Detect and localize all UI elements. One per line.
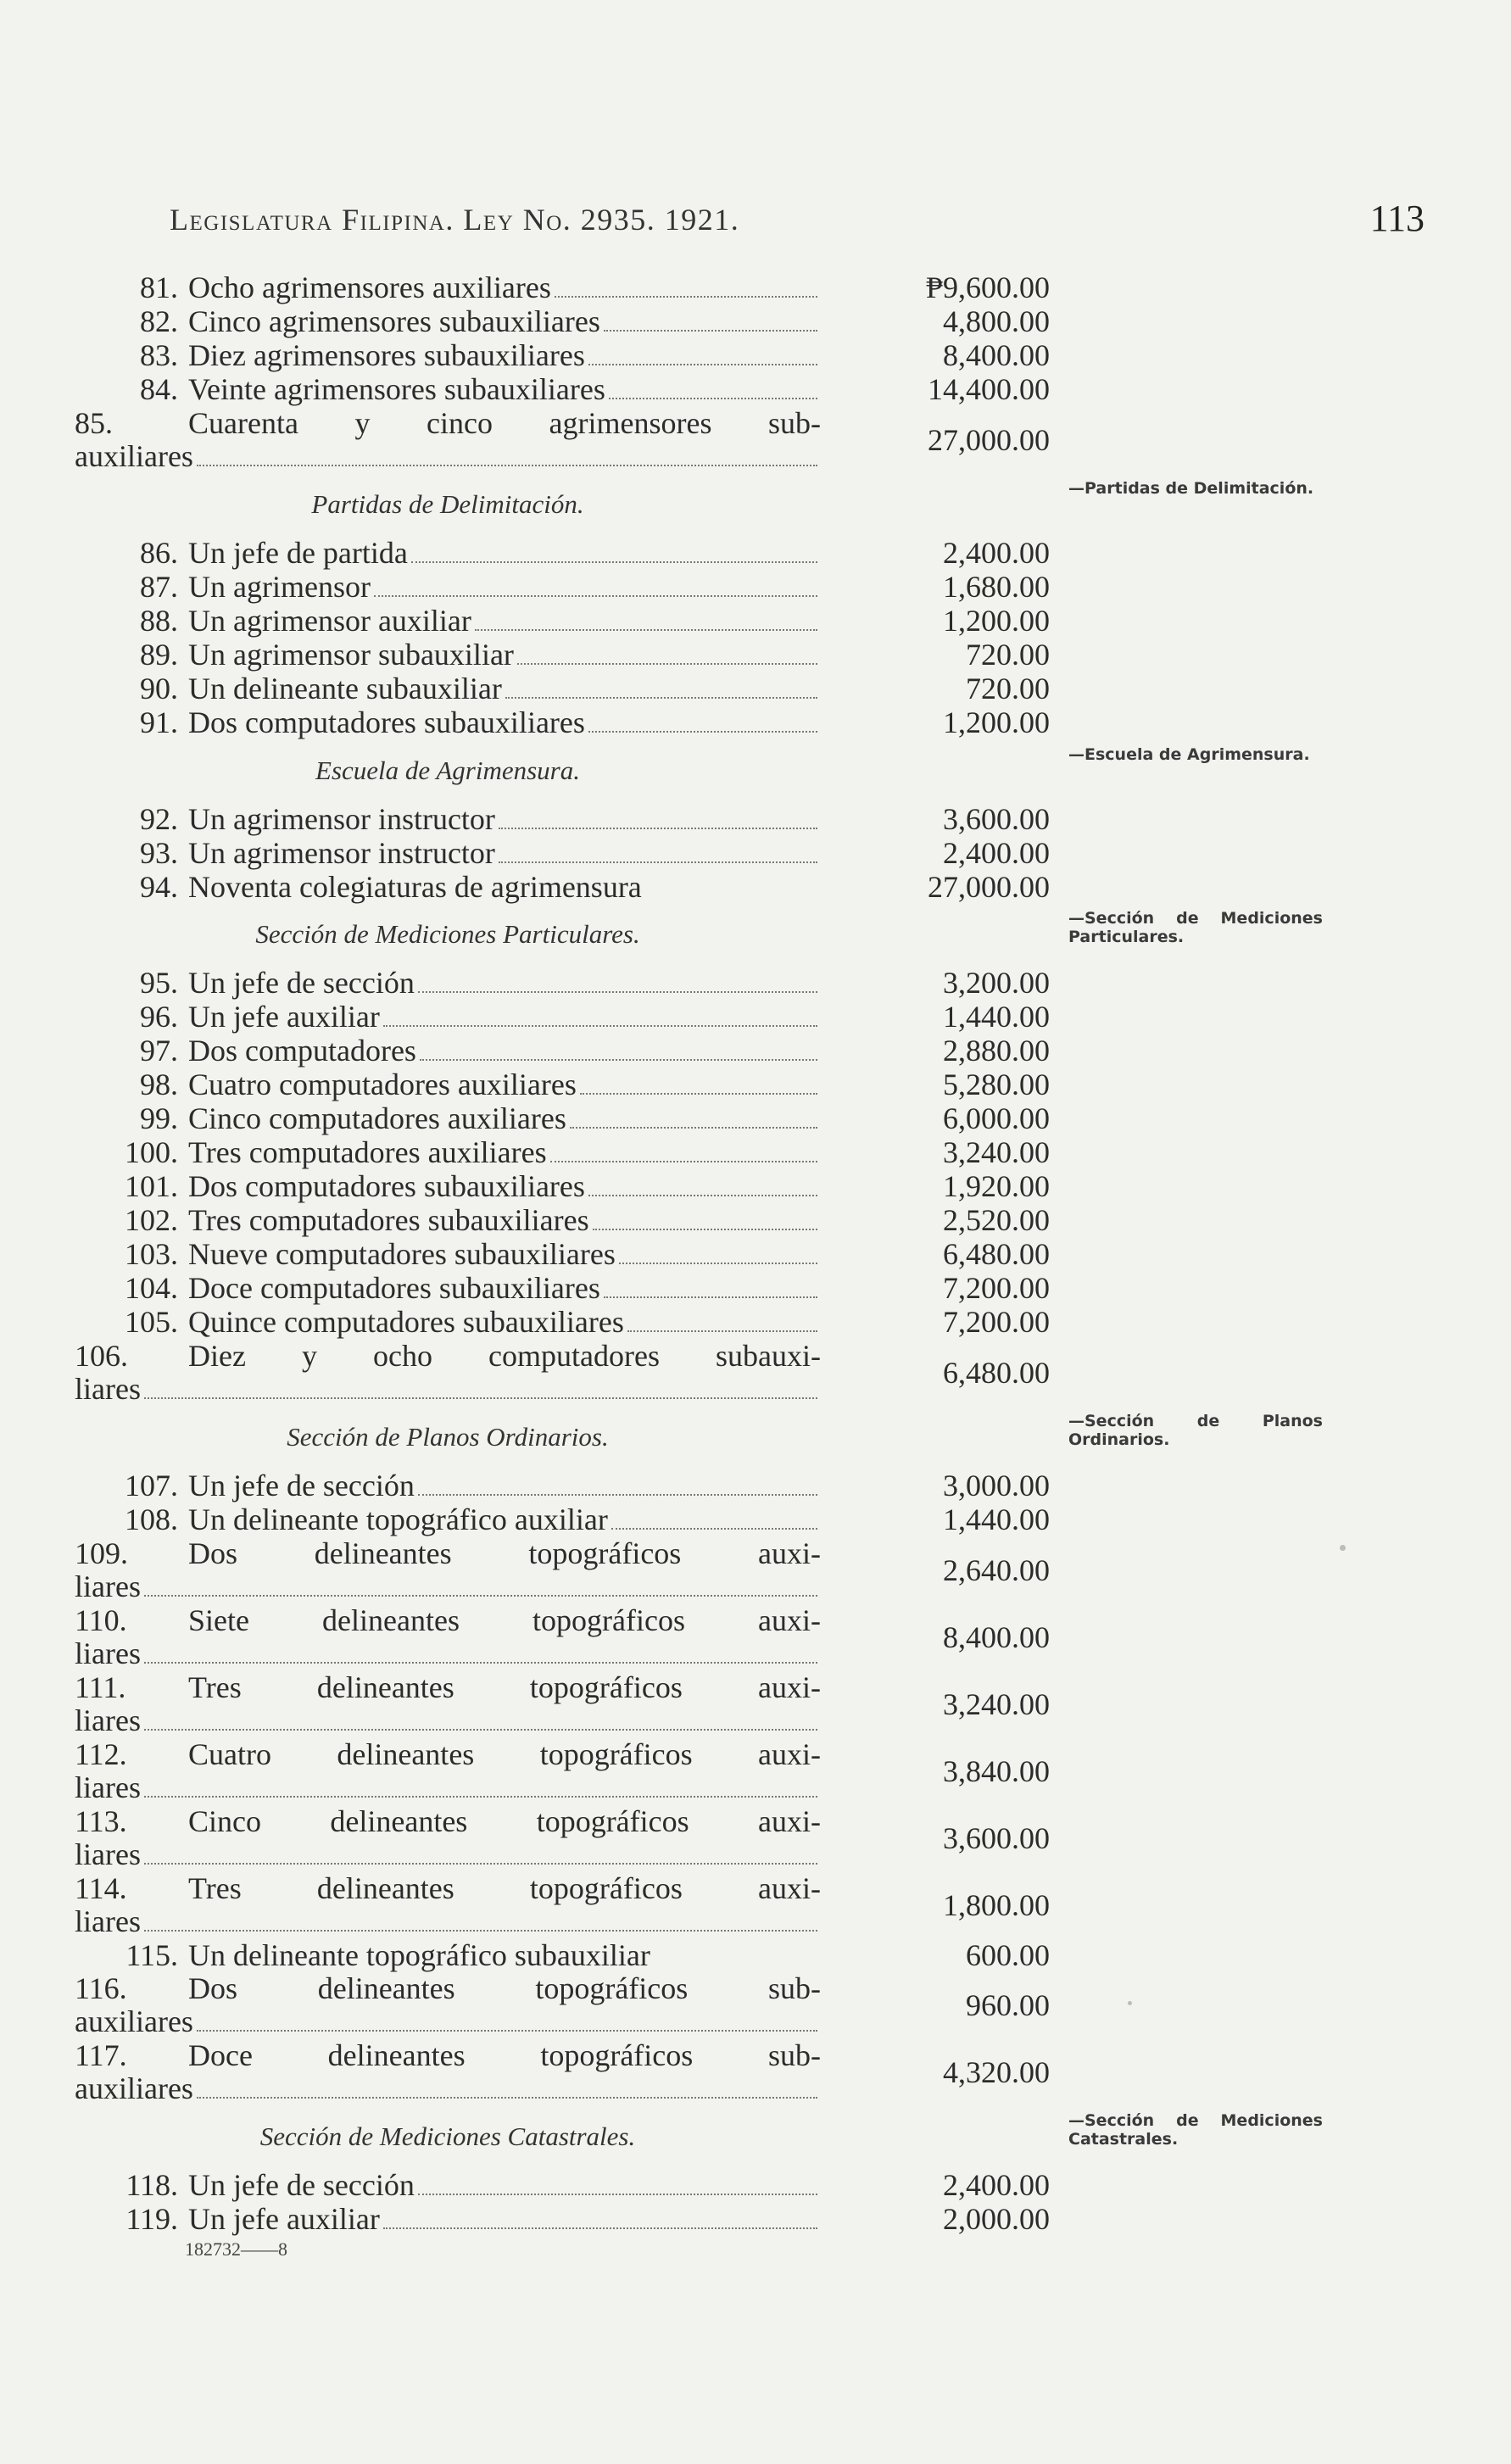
line-item-line (75, 1469, 821, 1503)
line-item-first-line (75, 1972, 821, 2005)
dot-leader (588, 1195, 817, 1196)
item-label: Tres computadores auxiliares (188, 1135, 547, 1169)
line-item-continuation (75, 1637, 821, 1671)
line-item-line (75, 1034, 821, 1068)
paper-speck (1128, 2001, 1132, 2005)
line-item-line (75, 1102, 821, 1136)
item-label: Veinte agrimensores subauxiliares (188, 372, 605, 406)
line-item-line (75, 803, 821, 837)
item-amount: 2,880.00 (943, 1034, 1050, 1068)
item-label: Tres computadores subauxiliares (188, 1203, 589, 1237)
dot-leader (144, 1796, 817, 1798)
item-number: 111. (75, 1670, 126, 1704)
line-item-line (75, 373, 821, 407)
item-label: Dos computadores subauxiliares (188, 1169, 585, 1203)
item-amount: 720.00 (966, 672, 1050, 705)
appropriation-list (75, 270, 1323, 2237)
line-item-line (75, 271, 821, 305)
item-number: 93. (140, 836, 178, 870)
line-item-line (75, 1503, 821, 1537)
item-label: Cinco computadores auxiliares (188, 1101, 566, 1135)
dot-leader (374, 595, 817, 597)
line-item (75, 339, 1050, 373)
item-label: Un delineante topográfico subauxiliar (188, 1938, 650, 1972)
item-number: 104. (125, 1271, 178, 1305)
line-item (75, 1972, 1050, 2039)
item-number: 90. (140, 672, 178, 705)
item-number: 103. (125, 1237, 178, 1271)
line-item-line (75, 305, 821, 339)
line-item-first-line (75, 1340, 821, 1373)
item-amount: 3,240.00 (943, 1135, 1050, 1169)
item-number: 82. (140, 304, 178, 338)
item-label: Doce computadores subauxiliares (188, 1271, 600, 1305)
dot-leader (550, 1161, 817, 1162)
item-number: 85. (75, 406, 113, 440)
line-item (75, 571, 1050, 605)
item-number: 88. (140, 604, 178, 638)
item-label: Dos computadores subauxiliares (188, 705, 585, 739)
dot-leader (418, 2194, 817, 2195)
running-head: Legislatura Filipina. Ley No. 2935. 1921. (170, 203, 740, 237)
printer-code: 182732——8 (185, 2238, 287, 2260)
item-amount: 3,200.00 (943, 966, 1050, 1000)
item-label-continuation: liares (75, 1904, 141, 1938)
line-item-continuation (75, 1838, 821, 1872)
item-label: Un agrimensor instructor (188, 802, 495, 836)
dot-leader (144, 1595, 817, 1597)
line-item-continuation (75, 1704, 821, 1738)
dot-leader (588, 731, 817, 733)
line-item-first-line (75, 1537, 821, 1570)
margin-note: —Escuela de Agrimensura. (1068, 745, 1310, 764)
line-item-first-line (75, 1738, 821, 1771)
line-item (75, 537, 1050, 571)
item-label-continuation: liares (75, 1372, 141, 1406)
line-item (75, 1340, 1050, 1407)
item-number: 105. (125, 1305, 178, 1339)
section-heading-block (75, 1407, 1323, 1469)
section-title: Sección de Mediciones Catastrales. (259, 2121, 636, 2151)
line-item-line (75, 871, 821, 904)
dot-leader (411, 561, 817, 563)
dot-leader (499, 861, 817, 863)
dot-leader (475, 629, 817, 631)
dot-leader (627, 1330, 817, 1332)
line-item (75, 638, 1050, 672)
item-label: Un agrimensor instructor (188, 836, 495, 870)
item-number: 92. (140, 802, 178, 836)
item-amount: 600.00 (966, 1938, 1050, 1972)
item-number: 86. (140, 536, 178, 570)
section-title: Partidas de Delimitación. (311, 489, 584, 519)
dot-leader (144, 1863, 817, 1865)
dot-leader (197, 2030, 817, 2032)
line-item-continuation (75, 2072, 821, 2106)
line-item-first-line (75, 1805, 821, 1838)
line-item-line (75, 1272, 821, 1306)
item-number: 109. (75, 1536, 128, 1570)
item-label: Un jefe de sección (188, 1469, 415, 1502)
line-item-line (75, 1001, 821, 1034)
item-number: 97. (140, 1034, 178, 1068)
item-amount: 1,200.00 (943, 604, 1050, 638)
item-number: 84. (140, 372, 178, 406)
line-item (75, 1102, 1050, 1136)
line-item (75, 967, 1050, 1001)
item-label: Un agrimensor subauxiliar (188, 638, 514, 672)
item-label: Un jefe de sección (188, 2168, 415, 2202)
item-number: 117. (75, 2038, 127, 2072)
item-amount: 2,400.00 (943, 2168, 1050, 2202)
item-number: 116. (75, 1971, 127, 2005)
item-amount: 1,920.00 (943, 1169, 1050, 1203)
line-item-line (75, 706, 821, 740)
line-item-line (75, 1939, 821, 1972)
section-heading-block (75, 2106, 1323, 2169)
item-number: 118. (125, 2168, 178, 2202)
page-header (170, 198, 1425, 244)
item-label: Un jefe auxiliar (188, 1000, 380, 1034)
line-item-line (75, 537, 821, 571)
item-label-continuation: liares (75, 1703, 141, 1737)
item-number: 99. (140, 1101, 178, 1135)
section-title: Sección de Mediciones Particulares. (255, 919, 640, 949)
line-item (75, 605, 1050, 638)
dot-leader (144, 1662, 817, 1664)
item-label: Un agrimensor auxiliar (188, 604, 471, 638)
item-label: Tres delineantes topográficos auxi- (188, 1670, 821, 1704)
item-amount: 1,440.00 (943, 1502, 1050, 1536)
item-number: 95. (140, 966, 178, 1000)
line-item (75, 803, 1050, 837)
dot-leader (144, 1729, 817, 1731)
dot-leader (555, 296, 817, 298)
item-number: 114. (75, 1871, 127, 1905)
dot-leader (604, 1296, 817, 1298)
line-item-continuation (75, 1570, 821, 1604)
item-number: 113. (75, 1804, 127, 1838)
item-amount: 6,480.00 (943, 1237, 1050, 1271)
line-item-line (75, 1170, 821, 1204)
line-item (75, 1001, 1050, 1034)
dot-leader (144, 1930, 817, 1932)
line-item (75, 271, 1050, 305)
item-label: Dos delineantes topográficos sub- (188, 1971, 821, 2005)
dot-leader (611, 1528, 817, 1530)
item-amount: 8,400.00 (943, 1620, 1050, 1654)
line-item-line (75, 967, 821, 1001)
line-item (75, 1537, 1050, 1604)
line-item (75, 1671, 1050, 1738)
line-item (75, 2169, 1050, 2203)
dot-leader (570, 1127, 817, 1129)
item-number: 119. (125, 2202, 178, 2236)
item-label-continuation: auxiliares (75, 2004, 193, 2038)
item-number: 81. (140, 270, 178, 304)
item-number: 112. (75, 1737, 127, 1771)
item-amount: 6,000.00 (943, 1101, 1050, 1135)
line-item-first-line (75, 1872, 821, 1905)
line-item-first-line (75, 407, 821, 440)
dot-leader (580, 1093, 817, 1095)
item-number: 115. (125, 1938, 178, 1972)
line-item-first-line (75, 1604, 821, 1637)
line-item-continuation (75, 440, 821, 474)
line-item (75, 1136, 1050, 1170)
line-item-line (75, 2169, 821, 2203)
margin-note: —Sección de Mediciones Particulares. (1068, 909, 1323, 946)
item-label: Un delineante subauxiliar (188, 672, 502, 705)
line-item-continuation (75, 1905, 821, 1939)
margin-note: —Sección de Planos Ordinarios. (1068, 1412, 1323, 1449)
item-number: 107. (125, 1469, 178, 1502)
line-item-continuation (75, 1771, 821, 1805)
item-label: Cinco agrimensores subauxiliares (188, 304, 600, 338)
item-number: 87. (140, 570, 178, 604)
item-label-continuation: liares (75, 1770, 141, 1804)
item-label: Diez y ocho computadores subauxi- (188, 1339, 821, 1373)
item-label: Nueve computadores subauxiliares (188, 1237, 616, 1271)
item-amount: ₱9,600.00 (925, 270, 1050, 304)
item-amount: 1,200.00 (943, 705, 1050, 739)
dot-leader (505, 697, 817, 699)
item-amount: 3,600.00 (943, 1821, 1050, 1855)
item-amount: 7,200.00 (943, 1271, 1050, 1305)
item-label: Doce delineantes topográficos sub- (188, 2038, 821, 2072)
dot-leader (197, 2097, 817, 2099)
dot-leader (517, 663, 817, 665)
item-amount: 4,320.00 (943, 2055, 1050, 2089)
line-item (75, 373, 1050, 407)
line-item (75, 1170, 1050, 1204)
item-amount: 2,400.00 (943, 536, 1050, 570)
item-amount: 7,200.00 (943, 1305, 1050, 1339)
dot-leader (588, 364, 817, 365)
line-item (75, 871, 1050, 904)
dot-leader (418, 991, 817, 993)
item-amount: 960.00 (966, 1988, 1050, 2022)
item-label: Tres delineantes topográficos auxi- (188, 1871, 821, 1905)
item-label: Un jefe de partida (188, 536, 408, 570)
line-item-line (75, 1068, 821, 1102)
item-amount: 2,000.00 (943, 2202, 1050, 2236)
line-item-line (75, 638, 821, 672)
item-label: Un jefe de sección (188, 966, 415, 1000)
item-label: Cinco delineantes topográficos auxi- (188, 1804, 821, 1838)
line-item (75, 1872, 1050, 1939)
line-item-first-line (75, 2039, 821, 2072)
line-item (75, 2039, 1050, 2106)
line-item (75, 1272, 1050, 1306)
line-item (75, 1939, 1050, 1972)
item-amount: 14,400.00 (928, 372, 1050, 406)
item-label: Noventa colegiaturas de agrimensura (188, 870, 642, 904)
item-amount: 8,400.00 (943, 338, 1050, 372)
line-item (75, 1738, 1050, 1805)
line-item (75, 672, 1050, 706)
item-amount: 5,280.00 (943, 1068, 1050, 1101)
item-amount: 3,600.00 (943, 802, 1050, 836)
line-item-line (75, 837, 821, 871)
line-item (75, 837, 1050, 871)
line-item (75, 2203, 1050, 2237)
line-item (75, 1604, 1050, 1671)
margin-note: —Sección de Mediciones Catastrales. (1068, 2111, 1323, 2149)
line-item (75, 1068, 1050, 1102)
line-item-line (75, 672, 821, 706)
line-item (75, 1306, 1050, 1340)
item-number: 83. (140, 338, 178, 372)
dot-leader (619, 1263, 817, 1264)
item-label-continuation: auxiliares (75, 439, 193, 473)
item-number: 102. (125, 1203, 178, 1237)
section-heading-block (75, 904, 1323, 967)
item-label: Cuatro delineantes topográficos auxi- (188, 1737, 821, 1771)
item-amount: 2,520.00 (943, 1203, 1050, 1237)
section-title: Sección de Planos Ordinarios. (287, 1422, 609, 1452)
line-item-line (75, 1238, 821, 1272)
item-label: Diez agrimensores subauxiliares (188, 338, 585, 372)
item-amount: 6,480.00 (943, 1356, 1050, 1390)
dot-leader (604, 330, 817, 332)
item-label: Dos computadores (188, 1034, 416, 1068)
item-label: Un agrimensor (188, 570, 371, 604)
line-item-line (75, 1204, 821, 1238)
section-heading-block (75, 740, 1310, 803)
dot-leader (197, 465, 817, 466)
item-amount: 1,440.00 (943, 1000, 1050, 1034)
item-label: Cuarenta y cinco agrimensores sub- (188, 406, 821, 440)
item-label: Un delineante topográfico auxiliar (188, 1502, 608, 1536)
paper-speck (1340, 1545, 1346, 1551)
item-amount: 2,400.00 (943, 836, 1050, 870)
item-amount: 1,800.00 (943, 1888, 1050, 1922)
item-amount: 27,000.00 (928, 423, 1050, 457)
dot-leader (383, 2227, 817, 2229)
line-item (75, 1503, 1050, 1537)
item-number: 110. (75, 1603, 127, 1637)
line-item (75, 1204, 1050, 1238)
item-amount: 3,240.00 (943, 1687, 1050, 1721)
item-number: 108. (125, 1502, 178, 1536)
line-item-continuation (75, 1373, 821, 1407)
dot-leader (499, 828, 817, 829)
item-label-continuation: liares (75, 1636, 141, 1670)
item-amount: 3,840.00 (943, 1754, 1050, 1788)
item-label: Dos delineantes topográficos auxi- (188, 1536, 821, 1570)
dot-leader (418, 1494, 817, 1496)
item-label: Un jefe auxiliar (188, 2202, 380, 2236)
item-amount: 3,000.00 (943, 1469, 1050, 1502)
line-item (75, 1238, 1050, 1272)
item-amount: 27,000.00 (928, 870, 1050, 904)
item-amount: 2,640.00 (943, 1553, 1050, 1587)
section-title: Escuela de Agrimensura. (315, 755, 580, 785)
line-item (75, 1469, 1050, 1503)
line-item-continuation (75, 2005, 821, 2039)
item-label: Quince computadores subauxiliares (188, 1305, 624, 1339)
dot-leader (593, 1229, 817, 1230)
line-item-line (75, 1306, 821, 1340)
item-amount: 4,800.00 (943, 304, 1050, 338)
item-number: 98. (140, 1068, 178, 1101)
line-item (75, 1805, 1050, 1872)
line-item-line (75, 605, 821, 638)
item-label: Siete delineantes topográficos auxi- (188, 1603, 821, 1637)
item-label: Cuatro computadores auxiliares (188, 1068, 577, 1101)
dot-leader (420, 1059, 817, 1061)
item-number: 91. (140, 705, 178, 739)
item-label-continuation: auxiliares (75, 2071, 193, 2105)
line-item (75, 305, 1050, 339)
page-number: 113 (1369, 198, 1425, 239)
item-number: 100. (125, 1135, 178, 1169)
item-number: 89. (140, 638, 178, 672)
item-number: 106. (75, 1339, 128, 1373)
line-item-first-line (75, 1671, 821, 1704)
dot-leader (383, 1025, 817, 1027)
item-number: 96. (140, 1000, 178, 1034)
line-item-line (75, 1136, 821, 1170)
dot-leader (144, 1397, 817, 1399)
item-amount: 1,680.00 (943, 570, 1050, 604)
item-label-continuation: liares (75, 1837, 141, 1871)
margin-note: —Partidas de Delimitación. (1068, 479, 1314, 498)
line-item (75, 1034, 1050, 1068)
item-number: 94. (140, 870, 178, 904)
dot-leader (609, 398, 817, 399)
item-number: 101. (125, 1169, 178, 1203)
item-label-continuation: liares (75, 1569, 141, 1603)
line-item-line (75, 339, 821, 373)
section-heading-block (75, 474, 1314, 537)
line-item-line (75, 2203, 821, 2237)
item-amount: 720.00 (966, 638, 1050, 672)
item-label: Ocho agrimensores auxiliares (188, 270, 551, 304)
line-item-line (75, 571, 821, 605)
line-item (75, 706, 1050, 740)
line-item (75, 407, 1050, 474)
